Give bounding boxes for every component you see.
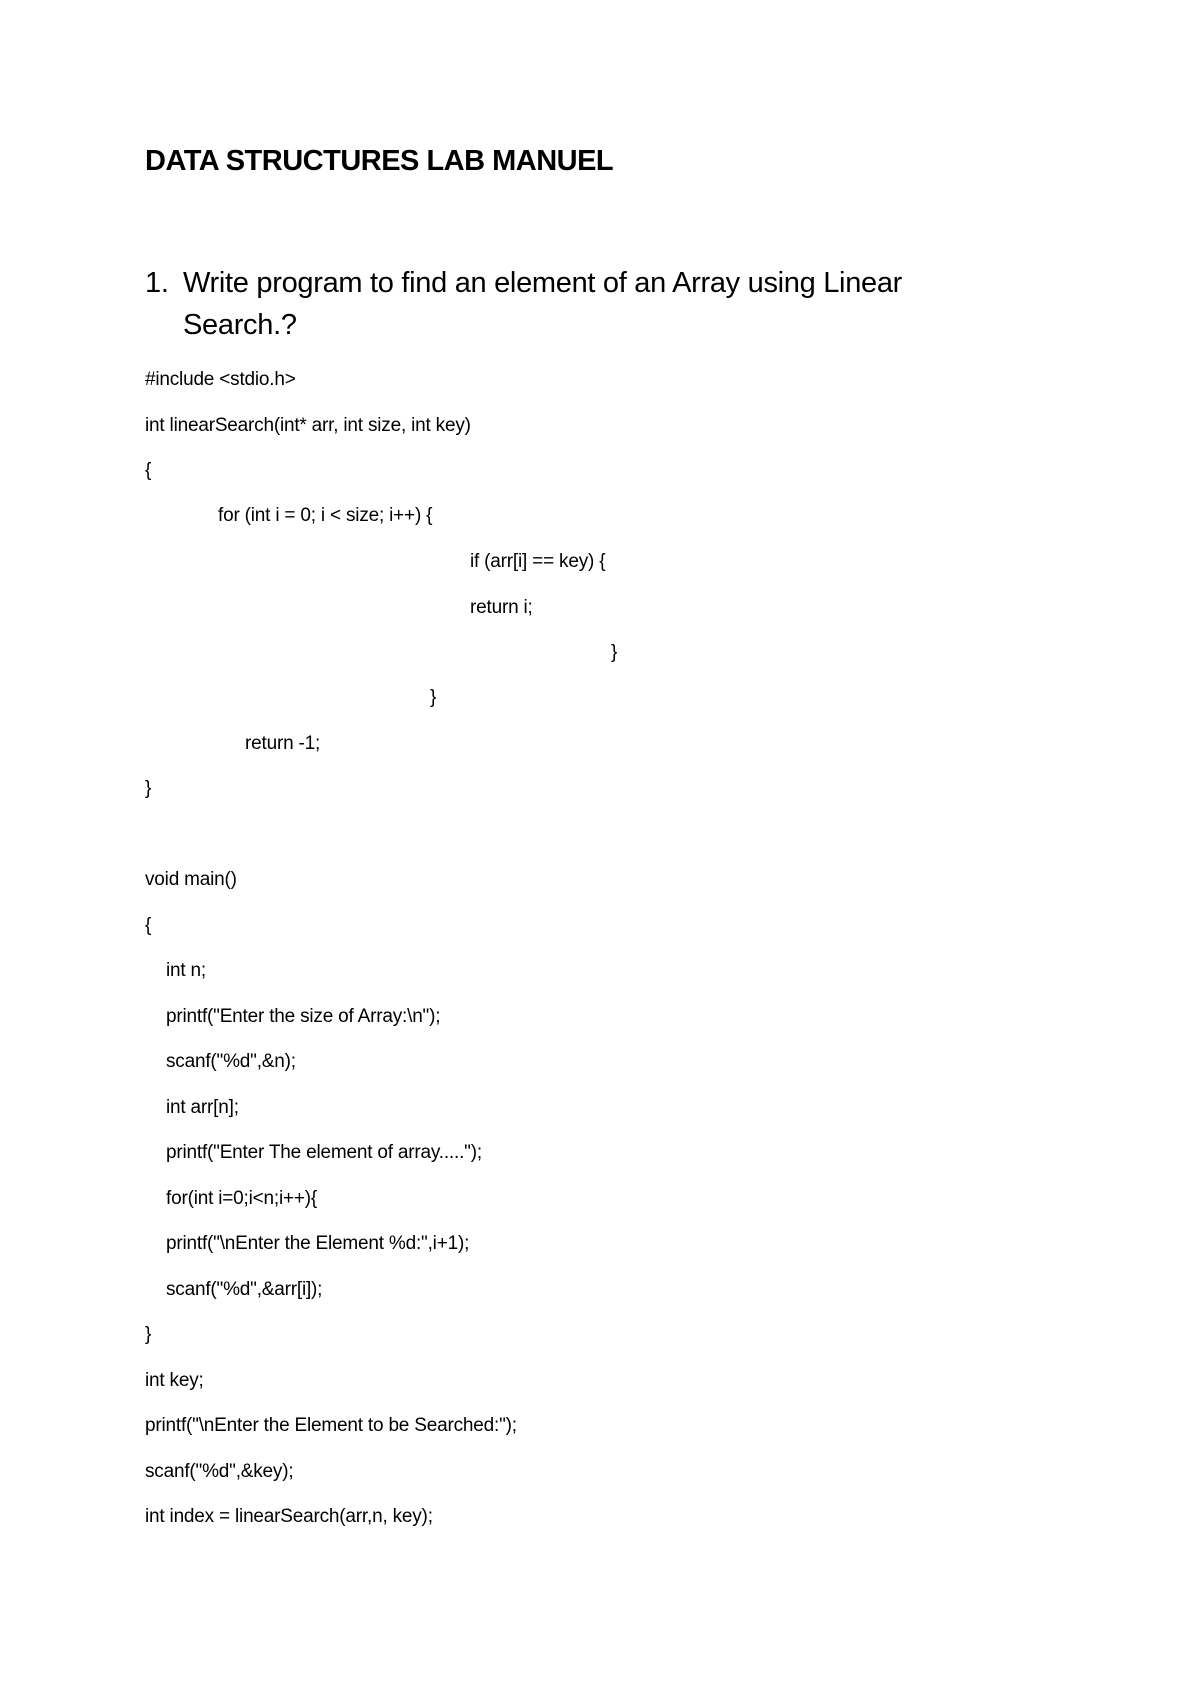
code-line-1: #include <stdio.h> bbox=[145, 369, 296, 390]
code-line-24: scanf("%d",&key); bbox=[145, 1461, 294, 1482]
code-line-14: printf("Enter the size of Array:\n"); bbox=[166, 1006, 441, 1027]
code-line-3: { bbox=[145, 460, 152, 481]
code-line-20: scanf("%d",&arr[i]); bbox=[166, 1279, 323, 1300]
code-line-15: scanf("%d",&n); bbox=[166, 1051, 296, 1072]
code-line-25: int index = linearSearch(arr,n, key); bbox=[145, 1506, 433, 1527]
document-title: DATA STRUCTURES LAB MANUEL bbox=[145, 145, 614, 177]
question-number: 1. bbox=[145, 267, 169, 299]
code-line-23: printf("\nEnter the Element to be Searched:"); bbox=[145, 1415, 517, 1436]
code-line-4: for (int i = 0; i < size; i++) { bbox=[218, 505, 433, 526]
code-line-17: printf("Enter The element of array....."); bbox=[166, 1142, 482, 1163]
code-line-5: if (arr[i] == key) { bbox=[470, 551, 606, 572]
code-line-13: int n; bbox=[166, 960, 206, 981]
code-line-10: } bbox=[145, 778, 152, 799]
code-line-21: } bbox=[145, 1324, 152, 1345]
code-line-2: int linearSearch(int* arr, int size, int key) bbox=[145, 415, 471, 436]
code-line-9: return -1; bbox=[245, 733, 321, 754]
code-line-22: int key; bbox=[145, 1370, 204, 1391]
code-line-19: printf("\nEnter the Element %d:",i+1); bbox=[166, 1233, 470, 1254]
code-line-6: return i; bbox=[470, 597, 533, 618]
code-line-16: int arr[n]; bbox=[166, 1097, 239, 1118]
code-line-11: void main() bbox=[145, 869, 237, 890]
code-line-7: } bbox=[611, 642, 618, 663]
code-line-12: { bbox=[145, 915, 152, 936]
code-line-18: for(int i=0;i<n;i++){ bbox=[166, 1188, 318, 1209]
code-line-8: } bbox=[430, 687, 437, 708]
question-text: Write program to find an element of an Array using Linear Search.? bbox=[183, 267, 903, 341]
